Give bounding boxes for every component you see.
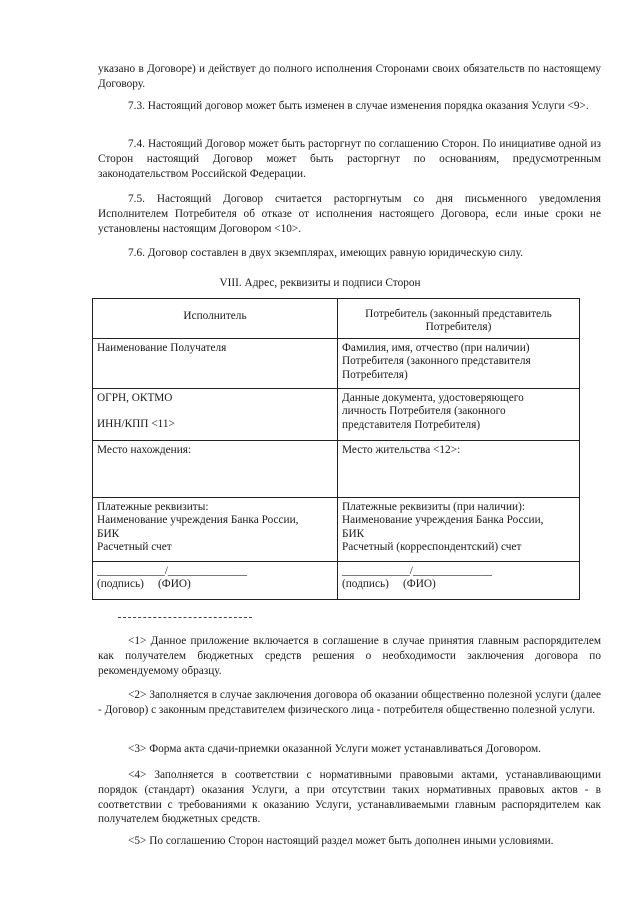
clause-number: 7.4. [128, 138, 145, 150]
signature-line: ____________/______________ [97, 565, 247, 577]
clause-7-5 [98, 192, 601, 236]
footnote-separator [118, 617, 252, 618]
footnote-1 [98, 634, 601, 678]
footnote-3 [98, 742, 601, 757]
footnote-text: Заполняется в соответствии с нормативными правовыми актами, устанавливающими порядок (стандарт) оказания Услуги, а при отсутствии таких нормативных правовых актов - в соответствии с требованиями к оказанию Услуги, устанавливаемыми главным распорядителем как получателем бюджетных средств. [98, 769, 601, 826]
executor-payment-cell: Платежные реквизиты: Наименование учреждения Банка России, БИК Расчетный счет [93, 498, 338, 562]
clause-number: 7.5. [128, 193, 145, 205]
footnote-mark: <4> [128, 769, 147, 781]
executor-name-cell: Наименование Получателя [93, 339, 338, 389]
consumer-name-cell: Фамилия, имя, отчество (при наличии) Потребителя (законного представителя Потребителя) [338, 339, 580, 389]
consumer-signature-cell [338, 562, 580, 600]
executor-signature-cell [93, 562, 338, 600]
consumer-header: Потребитель (законный представитель Потребителя) [338, 299, 580, 339]
footnote-2 [98, 688, 601, 718]
consumer-id-document-cell: Данные документа, удостоверяющего личность Потребителя (законного представителя Потребителя) [338, 389, 580, 441]
executor-location-cell: Место нахождения: [93, 441, 338, 498]
signature-caption: (подпись) (ФИО) [342, 578, 436, 591]
footnote-5 [98, 834, 601, 849]
clause-text: Настоящий Договор считается расторгнутым со дня письменного уведомления Исполнителем Потребителя об отказе от исполнения настоящего Договора, если иные сроки не установлены настоящим Договором <10>. [98, 193, 601, 235]
consumer-residence-cell: Место жительства <12>: [338, 441, 580, 498]
consumer-payment-cell: Платежные реквизиты (при наличии): Наименование учреждения Банка России, БИК Расчетный (корреспондентский) счет [338, 498, 580, 562]
clause-7-6 [98, 246, 601, 261]
clause-text: Договор составлен в двух экземплярах, имеющих равную юридическую силу. [147, 247, 523, 259]
footnote-mark: <5> [128, 835, 147, 847]
footnote-text: Форма акта сдачи-приемки оказанной Услуги может устанавливаться Договором. [149, 743, 542, 755]
footnote-text: Заполняется в случае заключения договора об оказании общественно полезной услуги (далее - Договор) с законным представителем физического лица - потребителя общественно полезной услуги. [98, 689, 601, 716]
footnote-mark: <3> [128, 743, 147, 755]
signature-line: ____________/______________ [342, 565, 492, 577]
requisites-table [92, 298, 580, 600]
signature-caption: (подпись) (ФИО) [97, 578, 191, 591]
clause-continuation: указано в Договоре) и действует до полного исполнения Сторонами своих обязательств по настоящему Договору. [98, 63, 601, 90]
executor-header: Исполнитель [93, 299, 338, 339]
footnote-text: Данное приложение включается в соглашение в случае принятия главным распорядителем как получателем бюджетных средств решения о необходимости заключения договора по рекомендуемому образцу. [98, 635, 601, 677]
clause-number: 7.3. [128, 100, 145, 112]
clause-number: 7.6. [128, 247, 145, 259]
executor-ids-cell: ОГРН, ОКТМО ИНН/КПП <11> [93, 389, 338, 441]
section-title: VIII. Адрес, реквизиты и подписи Сторон [219, 277, 421, 289]
footnote-text: По соглашению Сторон настоящий раздел может быть дополнен иными условиями. [149, 835, 554, 847]
clause-7-4 [98, 137, 601, 181]
footnote-mark: <1> [128, 635, 147, 647]
footnote-mark: <2> [128, 689, 147, 701]
footnote-4 [98, 768, 601, 827]
clause-text: Настоящий договор может быть изменен в случае изменения порядка оказания Услуги <9>. [147, 100, 589, 112]
clause-text: Настоящий Договор может быть расторгнут по соглашению Сторон. По инициативе одной из Сторон настоящий Договор может быть расторгнут по основаниям, предусмотренным законодательством Российской Федерации. [98, 138, 601, 180]
clause-7-3 [98, 99, 601, 114]
